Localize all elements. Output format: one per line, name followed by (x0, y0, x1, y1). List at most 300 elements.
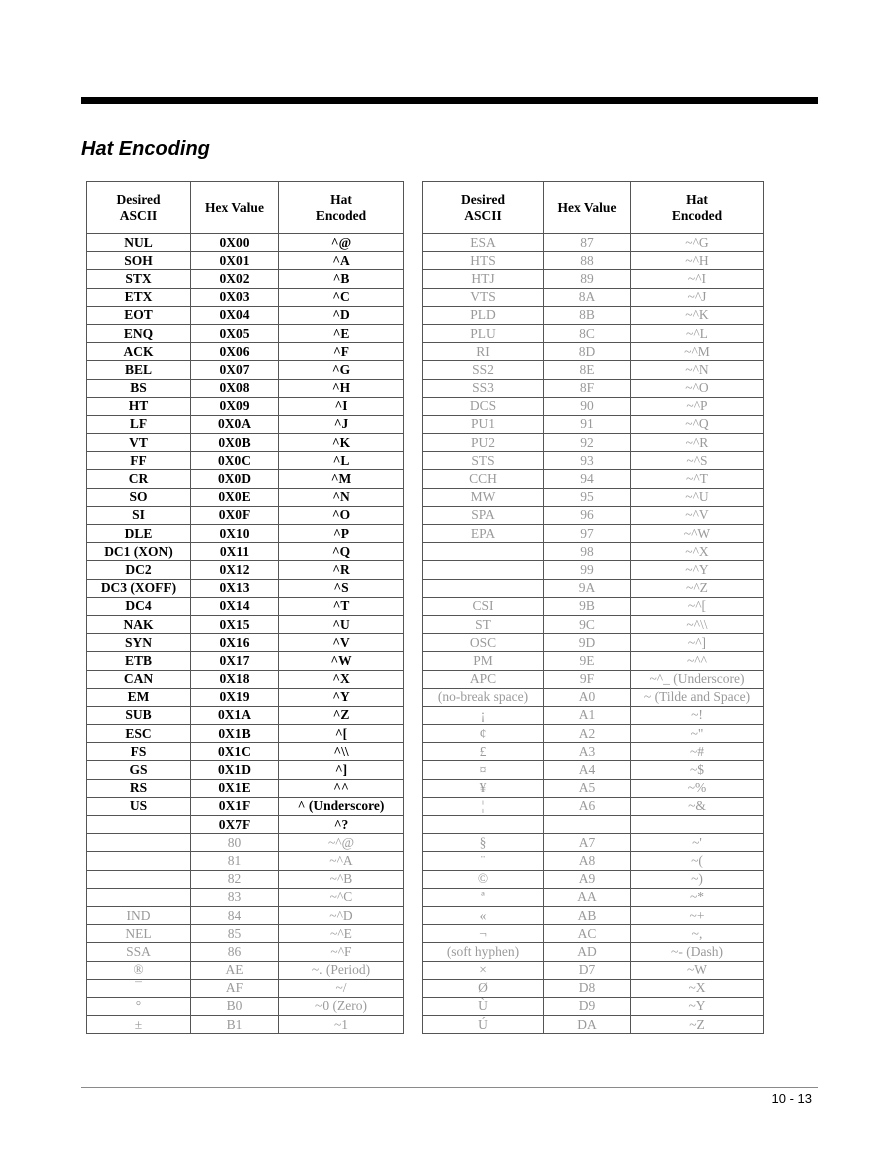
cell-desired-ascii: © (423, 870, 544, 888)
cell-hat-encoded: ^U (279, 615, 404, 633)
cell-desired-ascii: ACK (87, 343, 191, 361)
table-row (87, 797, 404, 815)
cell-hex-value: A0 (544, 688, 631, 706)
cell-desired-ascii: SS3 (423, 379, 544, 397)
table-row (423, 452, 764, 470)
cell-hex-value: 86 (191, 943, 279, 961)
cell-desired-ascii: FF (87, 452, 191, 470)
table-row (423, 979, 764, 997)
cell-hat-encoded: ^F (279, 343, 404, 361)
table-row (87, 688, 404, 706)
table-row (87, 415, 404, 433)
hat-encoding-table-left (86, 181, 404, 1034)
cell-desired-ascii: APC (423, 670, 544, 688)
cell-desired-ascii: US (87, 797, 191, 815)
table-row (423, 252, 764, 270)
cell-hex-value: 98 (544, 543, 631, 561)
cell-hat-encoded: ^O (279, 506, 404, 524)
cell-hat-encoded: ^[ (279, 725, 404, 743)
table-row (87, 925, 404, 943)
cell-desired-ascii (423, 561, 544, 579)
cell-hat-encoded: ^J (279, 415, 404, 433)
cell-hat-encoded: ~^Z (631, 579, 764, 597)
cell-hex-value: B1 (191, 1016, 279, 1034)
table-row (87, 943, 404, 961)
cell-desired-ascii: DC4 (87, 597, 191, 615)
cell-hex-value: 0X05 (191, 324, 279, 342)
cell-hex-value: 94 (544, 470, 631, 488)
cell-hat-encoded: ^B (279, 270, 404, 288)
table-row (87, 324, 404, 342)
cell-hex-value: 0X10 (191, 525, 279, 543)
cell-desired-ascii: EM (87, 688, 191, 706)
cell-hex-value: A1 (544, 706, 631, 724)
cell-hex-value: 0X17 (191, 652, 279, 670)
cell-hat-encoded: ~^H (631, 252, 764, 270)
cell-hex-value: 8E (544, 361, 631, 379)
header-hat-encoded: Hat Encoded (279, 182, 404, 234)
cell-desired-ascii: ETB (87, 652, 191, 670)
cell-hex-value: 0X06 (191, 343, 279, 361)
cell-desired-ascii: ¥ (423, 779, 544, 797)
cell-hat-encoded: ~^A (279, 852, 404, 870)
cell-hat-encoded: ~0 (Zero) (279, 997, 404, 1015)
hat-encoding-table-right (422, 181, 764, 1034)
cell-hex-value: 0X0B (191, 434, 279, 452)
table-row (87, 634, 404, 652)
cell-hex-value: 93 (544, 452, 631, 470)
table-row (87, 452, 404, 470)
table-row (423, 925, 764, 943)
cell-hat-encoded: ~' (631, 834, 764, 852)
cell-hat-encoded: ~) (631, 870, 764, 888)
cell-hat-encoded: ^D (279, 306, 404, 324)
cell-desired-ascii: STS (423, 452, 544, 470)
cell-hat-encoded: ~$ (631, 761, 764, 779)
bottom-rule (81, 1087, 818, 1088)
cell-desired-ascii (87, 888, 191, 906)
cell-hat-encoded: ^X (279, 670, 404, 688)
cell-hex-value: D8 (544, 979, 631, 997)
cell-hat-encoded: ~- (Dash) (631, 943, 764, 961)
cell-hat-encoded: ~^S (631, 452, 764, 470)
cell-desired-ascii: SOH (87, 252, 191, 270)
cell-hat-encoded: ~^I (631, 270, 764, 288)
table-row (423, 997, 764, 1015)
cell-desired-ascii: § (423, 834, 544, 852)
cell-hex-value: A2 (544, 725, 631, 743)
cell-hat-encoded: ^E (279, 324, 404, 342)
cell-hex-value: A5 (544, 779, 631, 797)
cell-desired-ascii: PU2 (423, 434, 544, 452)
cell-desired-ascii: CR (87, 470, 191, 488)
cell-hat-encoded: ~. (Period) (279, 961, 404, 979)
cell-hat-encoded: ~^_ (Underscore) (631, 670, 764, 688)
cell-hat-encoded: ~ (Tilde and Space) (631, 688, 764, 706)
cell-hex-value: 87 (544, 234, 631, 252)
table-row (87, 852, 404, 870)
cell-hat-encoded: ~Y (631, 997, 764, 1015)
cell-hex-value: A8 (544, 852, 631, 870)
header-hat-encoded: Hat Encoded (631, 182, 764, 234)
table-row (423, 306, 764, 324)
cell-hex-value: AC (544, 925, 631, 943)
cell-hex-value: 0X07 (191, 361, 279, 379)
cell-hex-value: 0X1D (191, 761, 279, 779)
cell-hat-encoded: ~" (631, 725, 764, 743)
cell-hat-encoded: ~* (631, 888, 764, 906)
header-row (423, 182, 764, 234)
table-row (423, 834, 764, 852)
cell-hex-value: 91 (544, 415, 631, 433)
cell-desired-ascii: × (423, 961, 544, 979)
cell-desired-ascii: ESC (87, 725, 191, 743)
cell-desired-ascii: ± (87, 1016, 191, 1034)
cell-desired-ascii: FS (87, 743, 191, 761)
table-row (423, 470, 764, 488)
cell-desired-ascii: LF (87, 415, 191, 433)
cell-hex-value: 0X0A (191, 415, 279, 433)
cell-hat-encoded: ~Z (631, 1016, 764, 1034)
cell-desired-ascii (423, 579, 544, 597)
table-row (87, 488, 404, 506)
cell-hex-value: A4 (544, 761, 631, 779)
cell-hex-value: 83 (191, 888, 279, 906)
cell-desired-ascii: Ú (423, 1016, 544, 1034)
cell-desired-ascii: ¬ (423, 925, 544, 943)
cell-hat-encoded: ^? (279, 816, 404, 834)
table-row (423, 816, 764, 834)
cell-desired-ascii: PLU (423, 324, 544, 342)
cell-hat-encoded: ^N (279, 488, 404, 506)
table-row (87, 706, 404, 724)
cell-hex-value: 0X09 (191, 397, 279, 415)
table-row (87, 506, 404, 524)
cell-hex-value: 81 (191, 852, 279, 870)
cell-hex-value: 8B (544, 306, 631, 324)
cell-desired-ascii: SI (87, 506, 191, 524)
table-row (87, 1016, 404, 1034)
table-row (87, 270, 404, 288)
header-row (87, 182, 404, 234)
cell-hat-encoded: ~^B (279, 870, 404, 888)
table-row (87, 288, 404, 306)
table-row (423, 324, 764, 342)
table-row (87, 597, 404, 615)
cell-hat-encoded: ~^] (631, 634, 764, 652)
cell-hex-value: AD (544, 943, 631, 961)
cell-hex-value: A9 (544, 870, 631, 888)
cell-hex-value: 0X14 (191, 597, 279, 615)
cell-hex-value: A3 (544, 743, 631, 761)
cell-hex-value: 92 (544, 434, 631, 452)
cell-hat-encoded: ~^V (631, 506, 764, 524)
cell-hex-value: 0X0F (191, 506, 279, 524)
cell-hex-value: 9A (544, 579, 631, 597)
cell-hat-encoded: ~^L (631, 324, 764, 342)
table-row (87, 779, 404, 797)
cell-desired-ascii: ® (87, 961, 191, 979)
cell-desired-ascii: SUB (87, 706, 191, 724)
cell-hat-encoded: ~% (631, 779, 764, 797)
table-row (423, 434, 764, 452)
cell-desired-ascii: GS (87, 761, 191, 779)
cell-hex-value: B0 (191, 997, 279, 1015)
cell-hat-encoded: ~1 (279, 1016, 404, 1034)
cell-desired-ascii: ° (87, 997, 191, 1015)
table-row (423, 797, 764, 815)
cell-hex-value: 8D (544, 343, 631, 361)
cell-hex-value: 0X00 (191, 234, 279, 252)
cell-desired-ascii: ESA (423, 234, 544, 252)
cell-desired-ascii: (no-break space) (423, 688, 544, 706)
cell-hat-encoded: ^R (279, 561, 404, 579)
cell-desired-ascii: CCH (423, 470, 544, 488)
cell-desired-ascii: CSI (423, 597, 544, 615)
cell-hex-value: 0X12 (191, 561, 279, 579)
cell-hat-encoded: ~^X (631, 543, 764, 561)
table-row (87, 652, 404, 670)
cell-desired-ascii: HTS (423, 252, 544, 270)
cell-hex-value: 0X18 (191, 670, 279, 688)
table-row (87, 543, 404, 561)
cell-hex-value: DA (544, 1016, 631, 1034)
table-row (423, 779, 764, 797)
table-row (423, 597, 764, 615)
cell-hex-value: 9C (544, 615, 631, 633)
cell-desired-ascii: PU1 (423, 415, 544, 433)
cell-hat-encoded: ^L (279, 452, 404, 470)
cell-hat-encoded: ~^F (279, 943, 404, 961)
table-row (423, 906, 764, 924)
cell-hat-encoded: ^M (279, 470, 404, 488)
cell-hex-value: D7 (544, 961, 631, 979)
table-row (87, 561, 404, 579)
cell-hex-value: 0X15 (191, 615, 279, 633)
cell-desired-ascii: EOT (87, 306, 191, 324)
cell-hat-encoded: ^T (279, 597, 404, 615)
cell-hat-encoded: ~^T (631, 470, 764, 488)
cell-hat-encoded: ^W (279, 652, 404, 670)
table-row (87, 997, 404, 1015)
page-title: Hat Encoding (81, 138, 210, 160)
cell-desired-ascii: NAK (87, 615, 191, 633)
cell-hex-value: D9 (544, 997, 631, 1015)
cell-desired-ascii: SYN (87, 634, 191, 652)
cell-hex-value: 82 (191, 870, 279, 888)
cell-desired-ascii (87, 870, 191, 888)
cell-desired-ascii: PM (423, 652, 544, 670)
table-row (423, 361, 764, 379)
cell-desired-ascii: MW (423, 488, 544, 506)
cell-desired-ascii: IND (87, 906, 191, 924)
cell-hat-encoded: ^A (279, 252, 404, 270)
cell-hex-value: 0X13 (191, 579, 279, 597)
page-number: 10 - 13 (771, 1091, 812, 1106)
cell-hat-encoded: ^Q (279, 543, 404, 561)
cell-hat-encoded: ~X (631, 979, 764, 997)
table-row (87, 834, 404, 852)
table-row (423, 761, 764, 779)
cell-hex-value: 90 (544, 397, 631, 415)
cell-hat-encoded: ^ (Underscore) (279, 797, 404, 815)
cell-desired-ascii: SO (87, 488, 191, 506)
cell-hex-value (544, 816, 631, 834)
header-hex-value: Hex Value (544, 182, 631, 234)
table-row (87, 234, 404, 252)
cell-hex-value: 0X02 (191, 270, 279, 288)
cell-desired-ascii: (soft hyphen) (423, 943, 544, 961)
cell-desired-ascii: HTJ (423, 270, 544, 288)
cell-hat-encoded: ^K (279, 434, 404, 452)
cell-hat-encoded: ~^G (631, 234, 764, 252)
cell-hat-encoded: ^S (279, 579, 404, 597)
table-row (87, 525, 404, 543)
cell-hat-encoded: ~( (631, 852, 764, 870)
cell-hex-value: 9B (544, 597, 631, 615)
cell-desired-ascii: DC1 (XON) (87, 543, 191, 561)
cell-hex-value: 8F (544, 379, 631, 397)
cell-desired-ascii: RS (87, 779, 191, 797)
cell-hex-value: 97 (544, 525, 631, 543)
cell-hex-value: 0X01 (191, 252, 279, 270)
cell-hex-value: 0X0C (191, 452, 279, 470)
cell-desired-ascii: ¢ (423, 725, 544, 743)
cell-hex-value: 80 (191, 834, 279, 852)
cell-desired-ascii: NEL (87, 925, 191, 943)
table-row (423, 943, 764, 961)
cell-hat-encoded: ^] (279, 761, 404, 779)
table-row (423, 343, 764, 361)
table-row (87, 906, 404, 924)
cell-desired-ascii: HT (87, 397, 191, 415)
cell-hex-value: 0X1C (191, 743, 279, 761)
cell-hex-value: 0X0D (191, 470, 279, 488)
cell-hex-value: 88 (544, 252, 631, 270)
cell-hex-value: A7 (544, 834, 631, 852)
cell-desired-ascii: RI (423, 343, 544, 361)
cell-hex-value: 0X1F (191, 797, 279, 815)
table-row (423, 870, 764, 888)
cell-hex-value: 8C (544, 324, 631, 342)
cell-desired-ascii: SSA (87, 943, 191, 961)
table-row (423, 725, 764, 743)
table-row (87, 343, 404, 361)
table-row (423, 579, 764, 597)
cell-hat-encoded: ~+ (631, 906, 764, 924)
table-row (423, 961, 764, 979)
cell-desired-ascii: Ø (423, 979, 544, 997)
cell-hat-encoded: ~^@ (279, 834, 404, 852)
cell-hex-value: 9E (544, 652, 631, 670)
cell-hat-encoded: ~^N (631, 361, 764, 379)
cell-desired-ascii (87, 834, 191, 852)
table-row (87, 961, 404, 979)
table-row (87, 470, 404, 488)
cell-hat-encoded: ^\\ (279, 743, 404, 761)
cell-hat-encoded: ~^Q (631, 415, 764, 433)
cell-hex-value: 0X16 (191, 634, 279, 652)
header-desired-ascii: Desired ASCII (87, 182, 191, 234)
cell-hex-value: 0X1A (191, 706, 279, 724)
cell-desired-ascii: ¯ (87, 979, 191, 997)
table-row (87, 870, 404, 888)
cell-desired-ascii: BS (87, 379, 191, 397)
cell-hat-encoded: ~^E (279, 925, 404, 943)
table-row (423, 288, 764, 306)
cell-hex-value: A6 (544, 797, 631, 815)
cell-hat-encoded: ~^^ (631, 652, 764, 670)
cell-desired-ascii: STX (87, 270, 191, 288)
cell-hat-encoded: ^Z (279, 706, 404, 724)
cell-hat-encoded: ~^Y (631, 561, 764, 579)
cell-hat-encoded: ~^P (631, 397, 764, 415)
table-row (423, 743, 764, 761)
cell-hex-value: 0X11 (191, 543, 279, 561)
cell-hat-encoded: ~, (631, 925, 764, 943)
cell-hat-encoded: ~^M (631, 343, 764, 361)
table-row (423, 670, 764, 688)
cell-desired-ascii: ª (423, 888, 544, 906)
cell-hex-value: 0X19 (191, 688, 279, 706)
table-row (423, 415, 764, 433)
cell-desired-ascii: ¡ (423, 706, 544, 724)
table-row (423, 615, 764, 633)
table-row (87, 615, 404, 633)
cell-desired-ascii: PLD (423, 306, 544, 324)
cell-hat-encoded (631, 816, 764, 834)
cell-hat-encoded: ^P (279, 525, 404, 543)
table-row (423, 234, 764, 252)
cell-desired-ascii: ST (423, 615, 544, 633)
cell-hex-value: 89 (544, 270, 631, 288)
cell-hat-encoded: ~^D (279, 906, 404, 924)
cell-hat-encoded: ^G (279, 361, 404, 379)
table-row (87, 743, 404, 761)
cell-desired-ascii: DLE (87, 525, 191, 543)
cell-desired-ascii: Ù (423, 997, 544, 1015)
cell-hat-encoded: ~^[ (631, 597, 764, 615)
table-row (87, 379, 404, 397)
cell-hat-encoded: ^@ (279, 234, 404, 252)
cell-desired-ascii: ¨ (423, 852, 544, 870)
cell-desired-ascii (87, 852, 191, 870)
cell-hat-encoded: ^V (279, 634, 404, 652)
cell-hex-value: 85 (191, 925, 279, 943)
header-hex-value: Hex Value (191, 182, 279, 234)
table-row (423, 506, 764, 524)
cell-hat-encoded: ~^W (631, 525, 764, 543)
cell-desired-ascii: SPA (423, 506, 544, 524)
cell-desired-ascii (423, 816, 544, 834)
cell-hat-encoded: ~^C (279, 888, 404, 906)
cell-desired-ascii: £ (423, 743, 544, 761)
table-row (423, 525, 764, 543)
table-row (423, 688, 764, 706)
table-row (87, 761, 404, 779)
cell-hat-encoded: ~^O (631, 379, 764, 397)
cell-hat-encoded: ~^K (631, 306, 764, 324)
cell-hex-value: 99 (544, 561, 631, 579)
table-row (87, 816, 404, 834)
table-row (423, 488, 764, 506)
cell-hat-encoded: ~^J (631, 288, 764, 306)
cell-hex-value: 96 (544, 506, 631, 524)
table-row (423, 706, 764, 724)
cell-hat-encoded: ~^\\ (631, 615, 764, 633)
cell-hat-encoded: ~^R (631, 434, 764, 452)
cell-desired-ascii: ¦ (423, 797, 544, 815)
